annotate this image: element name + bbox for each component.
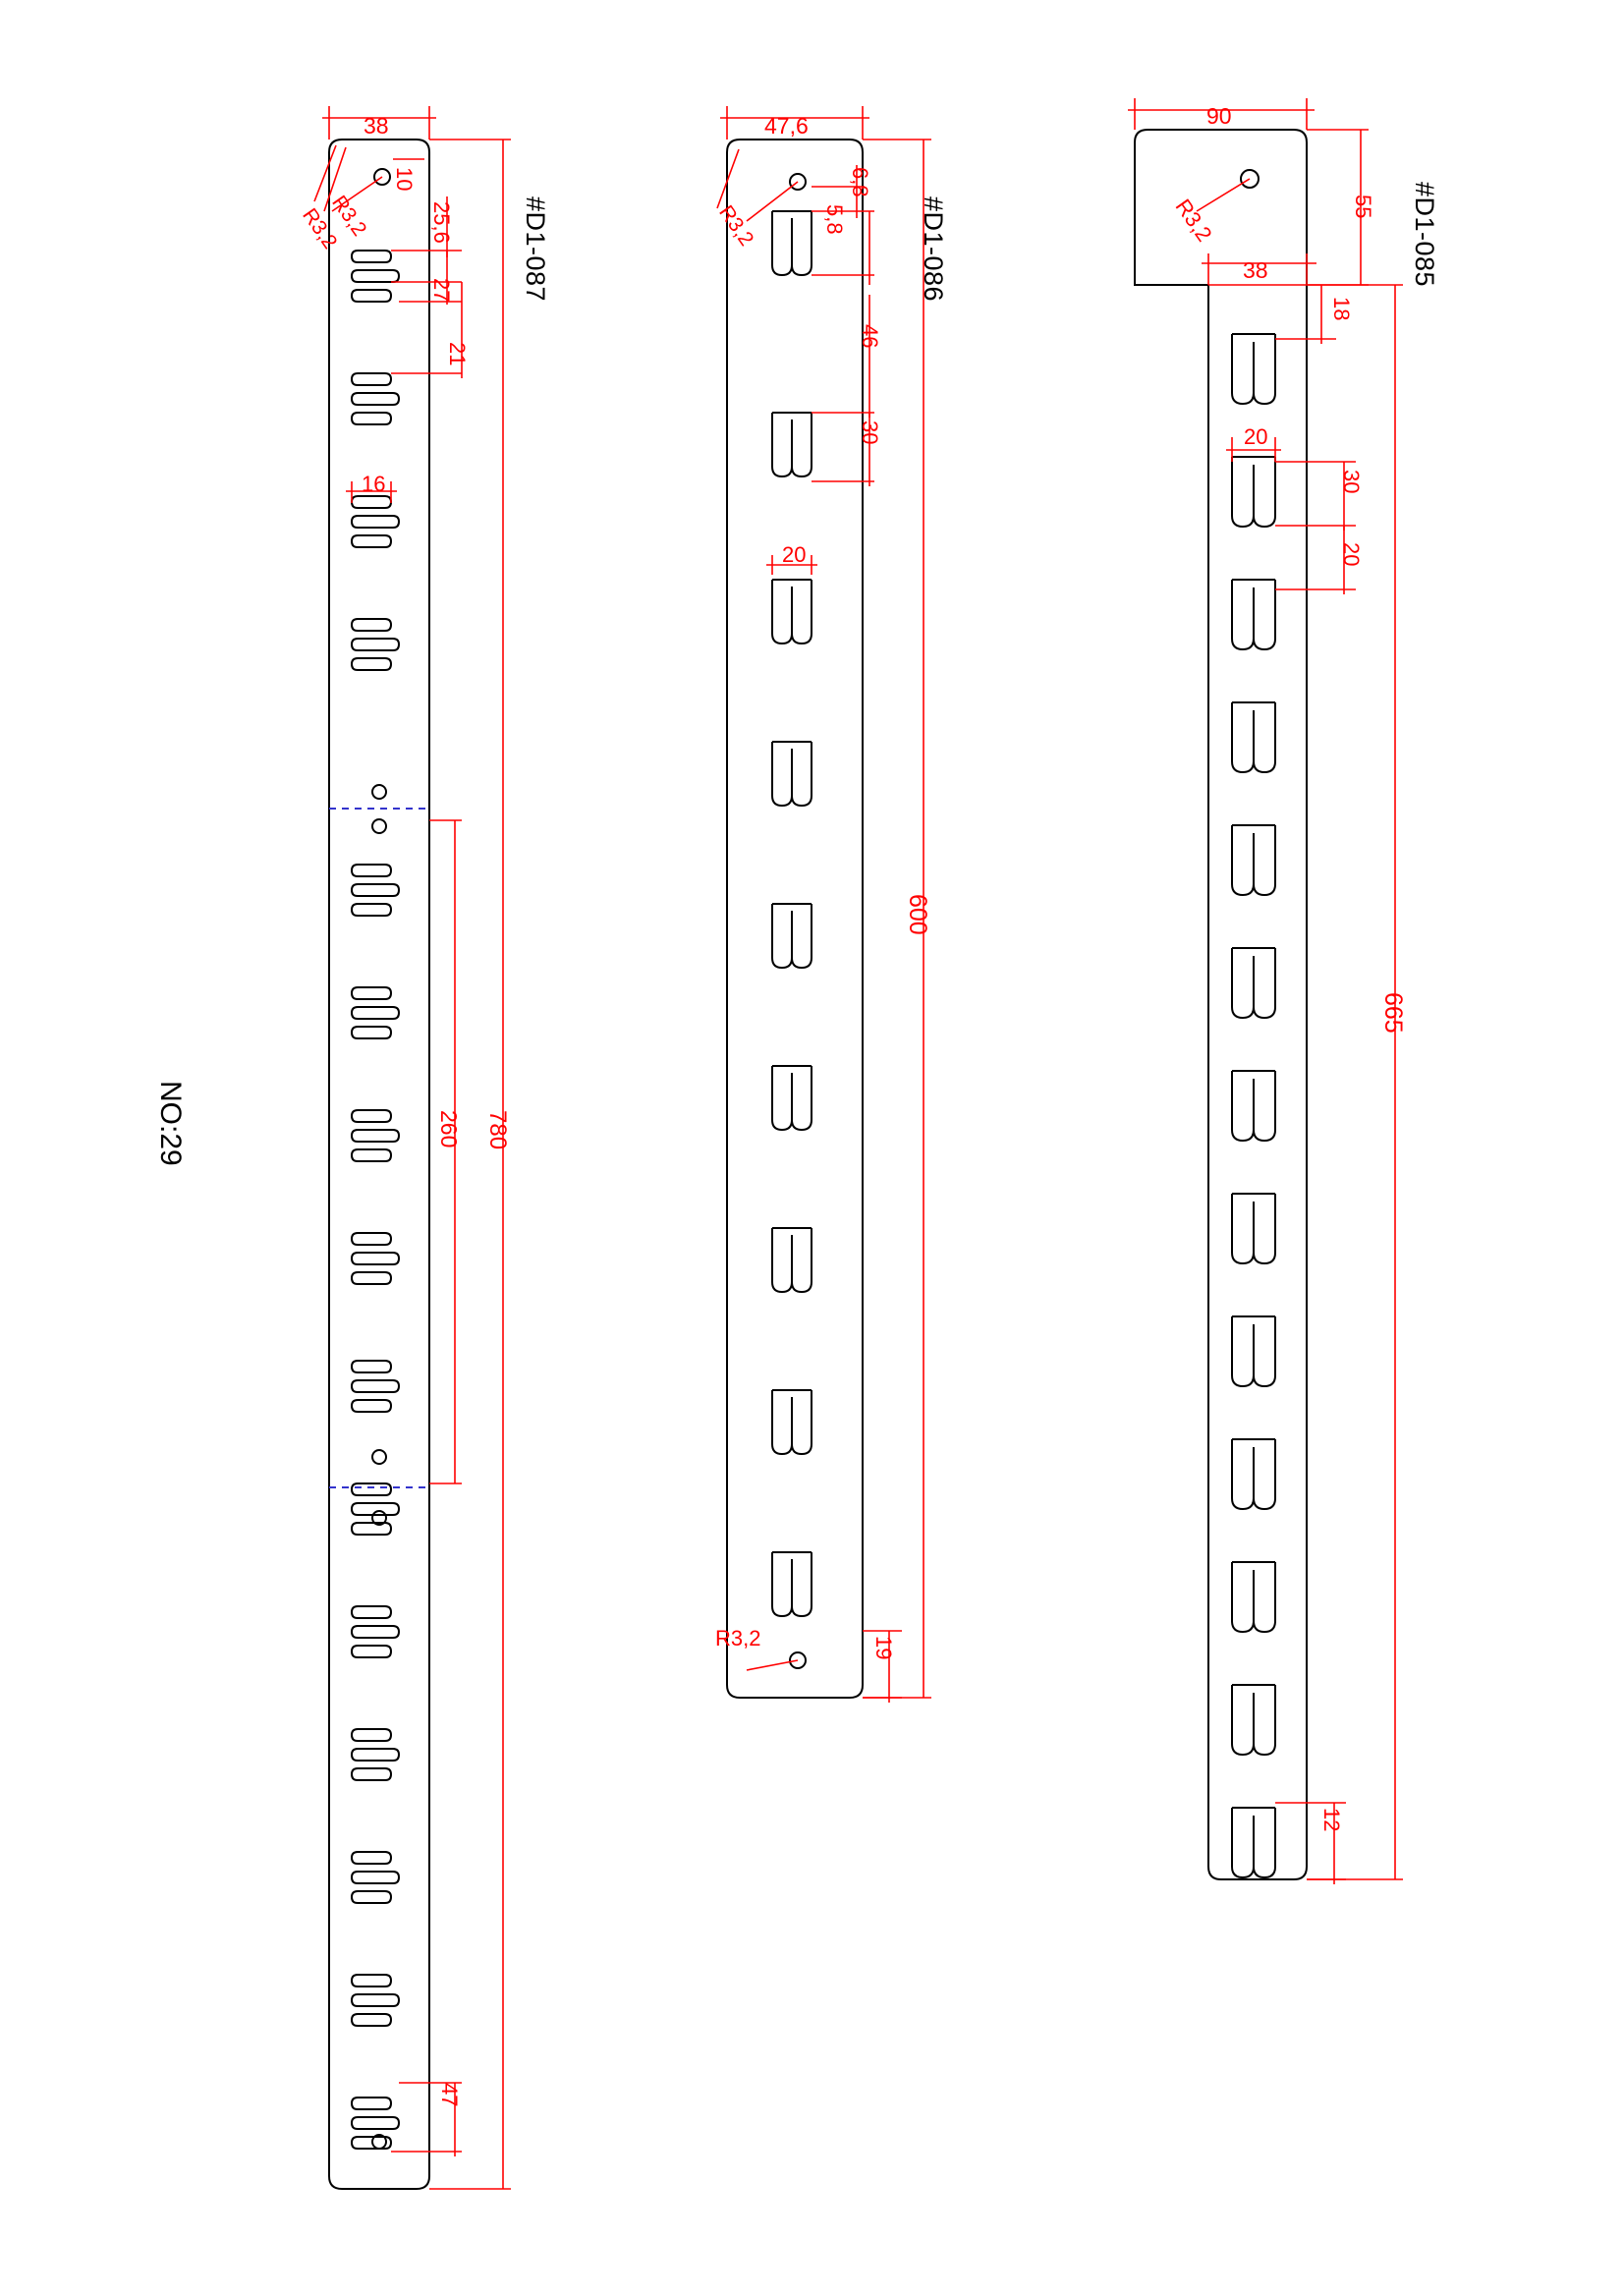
dim-d1-085-rail-width: 38 [1243,257,1268,283]
dim-d1-087-slot-width: 16 [362,472,386,496]
dim-d1-085-bottom-offset: 12 [1319,1808,1344,1832]
dim-d1-085-slot-width: 20 [1244,424,1268,449]
dim-d1-085-plate-height: 55 [1351,195,1375,219]
dim-d1-086-pitch-a: 46 [858,324,882,349]
dim-d1-086-radius-bottom: R3,2 [715,1626,761,1651]
dim-d1-085-plate-to-slot: 18 [1329,297,1354,321]
dim-d1-087-radius-b: R3,2 [298,204,342,253]
dim-d1-086-pitch-b: 30 [858,420,882,445]
dim-d1-087-bottom-offset: 47 [437,2083,462,2107]
dim-d1-086-radius-top: R3,2 [714,201,758,251]
dim-d1-087-overall-length: 780 [484,1110,511,1150]
part-label-d1-087: #D1-087 [521,196,550,303]
dim-d1-087-pitch-c: 21 [445,342,470,366]
part-label-d1-086: #D1-086 [919,196,948,303]
dim-d1-085-pitch-a: 30 [1339,470,1364,494]
dim-d1-085-radius: R3,2 [1170,195,1217,247]
dim-d1-086-bottom-offset: 19 [871,1636,896,1660]
dim-d1-086-slot-width: 20 [782,542,807,567]
dim-d1-087-splice-length: 260 [436,1110,462,1148]
part-label-d1-085: #D1-085 [1410,182,1439,288]
dim-d1-086-slot-offset-b: 5,8 [822,204,847,235]
dim-d1-087-pitch-b: 27 [429,278,454,303]
dim-d1-085-pitch-b: 20 [1339,542,1364,567]
dim-d1-086-slot-offset-a: 6,8 [848,167,872,197]
dim-d1-087-radius-a: R3,2 [327,192,371,241]
sheet-number: NO:29 [154,1081,187,1166]
dim-d1-087-pitch-a: 25,6 [429,201,454,244]
dim-d1-085-overall-length: 665 [1379,992,1407,1034]
dim-d1-087-top-hole-offset: 10 [392,167,417,192]
dim-d1-087-width: 38 [364,113,389,139]
dim-d1-085-plate-width: 90 [1206,103,1232,129]
dim-d1-086-overall-length: 600 [904,894,931,935]
dim-d1-086-width: 47,6 [764,113,809,139]
